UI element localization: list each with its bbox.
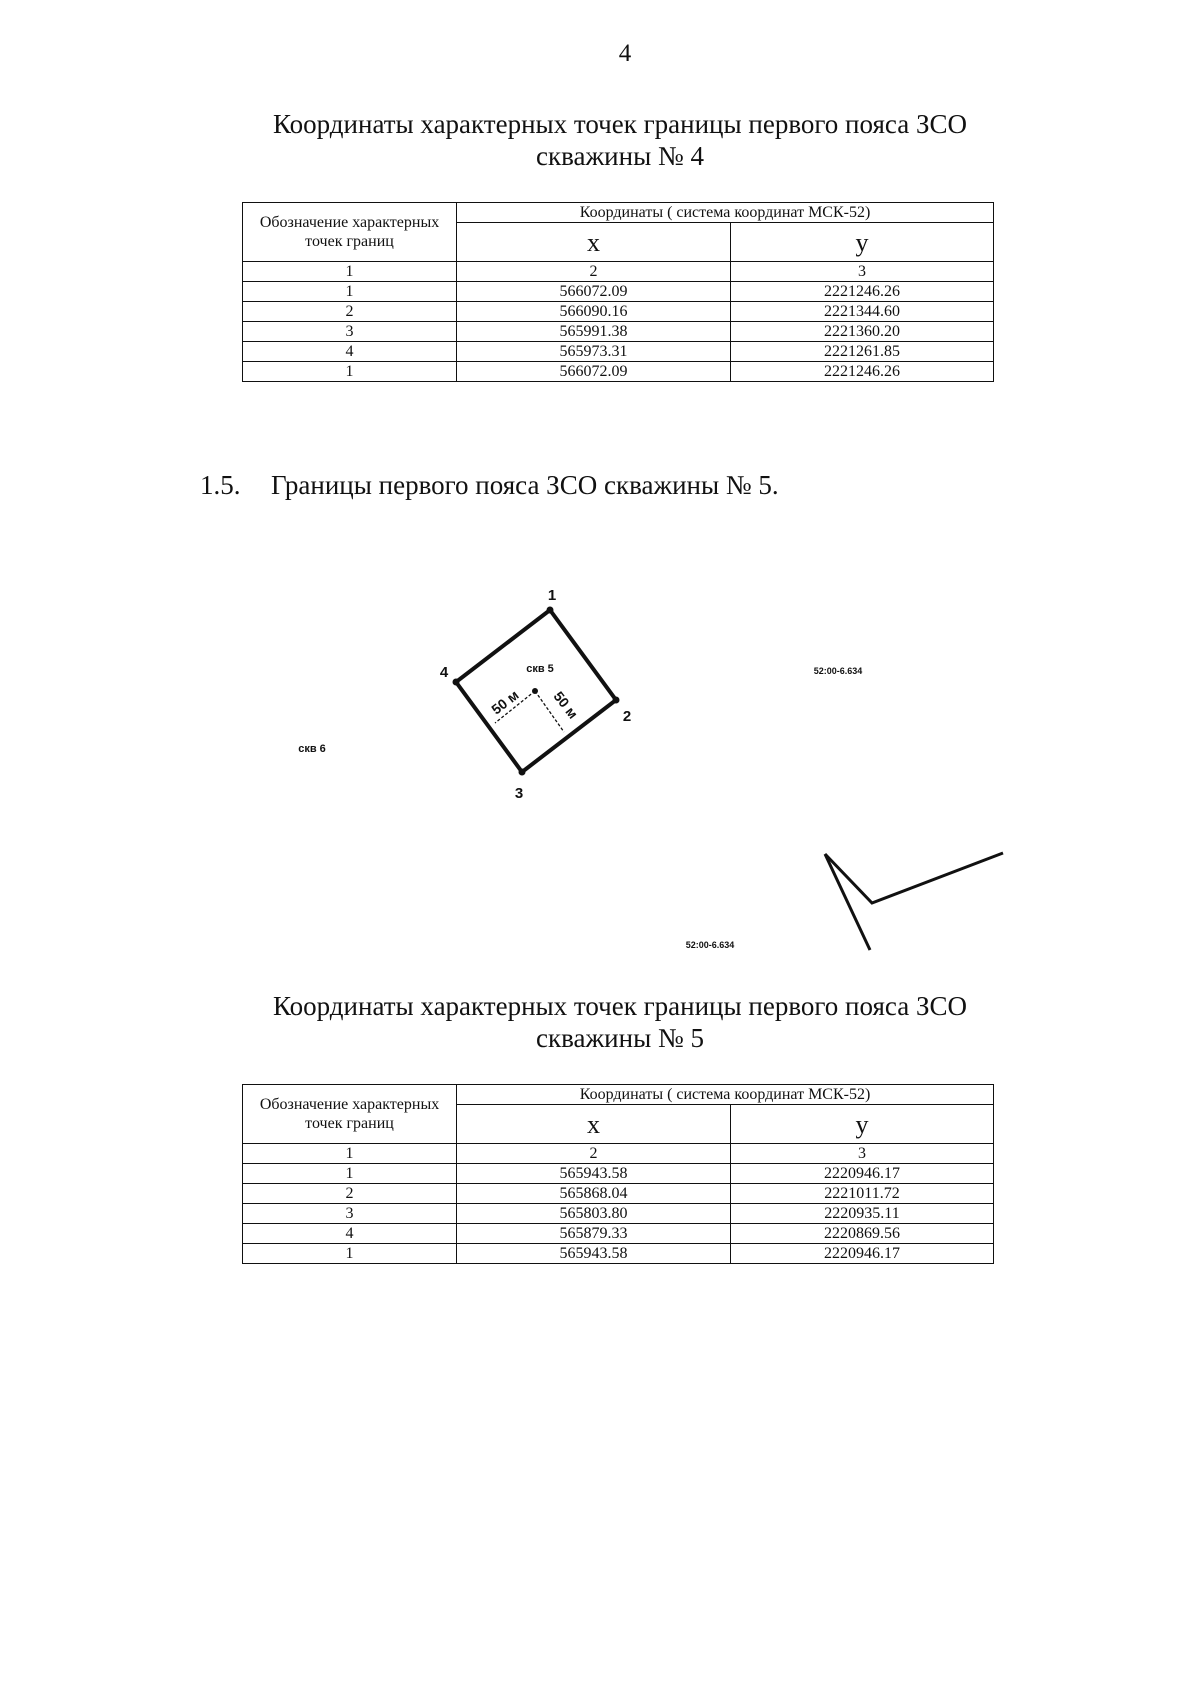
header-x: x bbox=[457, 1105, 731, 1144]
point-cell: 2 bbox=[243, 1184, 457, 1204]
column-number: 1 bbox=[243, 262, 457, 282]
boundary-point-4 bbox=[453, 679, 460, 686]
point-cell: 4 bbox=[243, 342, 457, 362]
well-5-label: скв 5 bbox=[526, 663, 554, 675]
heading-well-5 bbox=[240, 990, 1000, 1054]
point-cell: 1 bbox=[243, 1244, 457, 1264]
heading-line-1: Координаты характерных точек границы первого пояса ЗСО bbox=[273, 109, 967, 139]
x-cell: 565973.31 bbox=[457, 342, 731, 362]
section-number: 1.5. bbox=[200, 470, 241, 500]
column-number: 2 bbox=[457, 1144, 731, 1164]
parcel-boundary-line bbox=[825, 854, 870, 950]
header-x: x bbox=[457, 223, 731, 262]
section-heading-text: Границы первого пояса ЗСО скважины № 5. bbox=[271, 470, 779, 500]
header-y: y bbox=[731, 1105, 994, 1144]
page-number: 4 bbox=[618, 40, 632, 67]
y-cell: 2221246.26 bbox=[731, 282, 994, 302]
table-row bbox=[243, 1184, 994, 1204]
y-cell: 2221011.72 bbox=[731, 1184, 994, 1204]
header-coordinates: Координаты ( система координат МСК-52) bbox=[457, 203, 994, 223]
column-number-row bbox=[243, 262, 994, 282]
point-label-3: 3 bbox=[514, 785, 524, 802]
table-row bbox=[243, 302, 994, 322]
point-cell: 1 bbox=[243, 282, 457, 302]
point-label-2: 2 bbox=[622, 708, 632, 725]
column-number: 3 bbox=[731, 1144, 994, 1164]
coordinates-table-well-4 bbox=[242, 202, 994, 382]
x-cell: 565943.58 bbox=[457, 1164, 731, 1184]
column-number-row bbox=[243, 1144, 994, 1164]
y-cell: 2220946.17 bbox=[731, 1164, 994, 1184]
table-header-row bbox=[243, 1085, 994, 1105]
point-cell: 3 bbox=[243, 322, 457, 342]
header-point-label: Обозначение характерных точек границ bbox=[243, 203, 457, 262]
x-cell: 565879.33 bbox=[457, 1224, 731, 1244]
x-cell: 566072.09 bbox=[457, 362, 731, 382]
y-cell: 2220935.11 bbox=[731, 1204, 994, 1224]
column-number: 1 bbox=[243, 1144, 457, 1164]
dimension-label-2: 50 м bbox=[550, 688, 582, 722]
table-row bbox=[243, 282, 994, 302]
point-cell: 2 bbox=[243, 302, 457, 322]
heading-line-2: скважины № 4 bbox=[536, 141, 704, 171]
x-cell: 565868.04 bbox=[457, 1184, 731, 1204]
heading-line-2: скважины № 5 bbox=[536, 1023, 704, 1053]
table-header-row bbox=[243, 203, 994, 223]
point-cell: 1 bbox=[243, 362, 457, 382]
coordinates-table-well-5 bbox=[242, 1084, 994, 1264]
table-row bbox=[243, 1244, 994, 1264]
section-title bbox=[200, 470, 779, 501]
heading-well-4 bbox=[240, 108, 1000, 172]
table-row bbox=[243, 1204, 994, 1224]
point-label-1: 1 bbox=[547, 587, 557, 604]
y-cell: 2221360.20 bbox=[731, 322, 994, 342]
dimension-label-1: 50 м bbox=[488, 686, 522, 718]
boundary-point-1 bbox=[547, 607, 554, 614]
parcel-label-2: 52:00-6.634 bbox=[685, 940, 735, 950]
point-cell: 3 bbox=[243, 1204, 457, 1224]
x-cell: 565991.38 bbox=[457, 322, 731, 342]
x-cell: 566090.16 bbox=[457, 302, 731, 322]
y-cell: 2220869.56 bbox=[731, 1224, 994, 1244]
x-cell: 565803.80 bbox=[457, 1204, 731, 1224]
boundary-point-2 bbox=[613, 697, 620, 704]
y-cell: 2221344.60 bbox=[731, 302, 994, 322]
table-row bbox=[243, 342, 994, 362]
table-row bbox=[243, 1164, 994, 1184]
header-coordinates: Координаты ( система координат МСК-52) bbox=[457, 1085, 994, 1105]
y-cell: 2221246.26 bbox=[731, 362, 994, 382]
well-6-label: скв 6 bbox=[298, 743, 326, 755]
y-cell: 2220946.17 bbox=[731, 1244, 994, 1264]
column-number: 3 bbox=[731, 262, 994, 282]
table-row bbox=[243, 362, 994, 382]
x-cell: 565943.58 bbox=[457, 1244, 731, 1264]
boundary-diagram bbox=[290, 586, 1010, 966]
heading-line-1: Координаты характерных точек границы первого пояса ЗСО bbox=[273, 991, 967, 1021]
table-row bbox=[243, 322, 994, 342]
y-cell: 2221261.85 bbox=[731, 342, 994, 362]
point-cell: 1 bbox=[243, 1164, 457, 1184]
column-number: 2 bbox=[457, 262, 731, 282]
header-y: y bbox=[731, 223, 994, 262]
boundary-point-3 bbox=[519, 769, 526, 776]
table-row bbox=[243, 1224, 994, 1244]
parcel-label-1: 52:00-6.634 bbox=[813, 666, 863, 676]
header-point-label: Обозначение характерных точек границ bbox=[243, 1085, 457, 1144]
point-label-4: 4 bbox=[439, 664, 449, 681]
x-cell: 566072.09 bbox=[457, 282, 731, 302]
point-cell: 4 bbox=[243, 1224, 457, 1244]
parcel-boundary-line bbox=[825, 853, 1003, 903]
